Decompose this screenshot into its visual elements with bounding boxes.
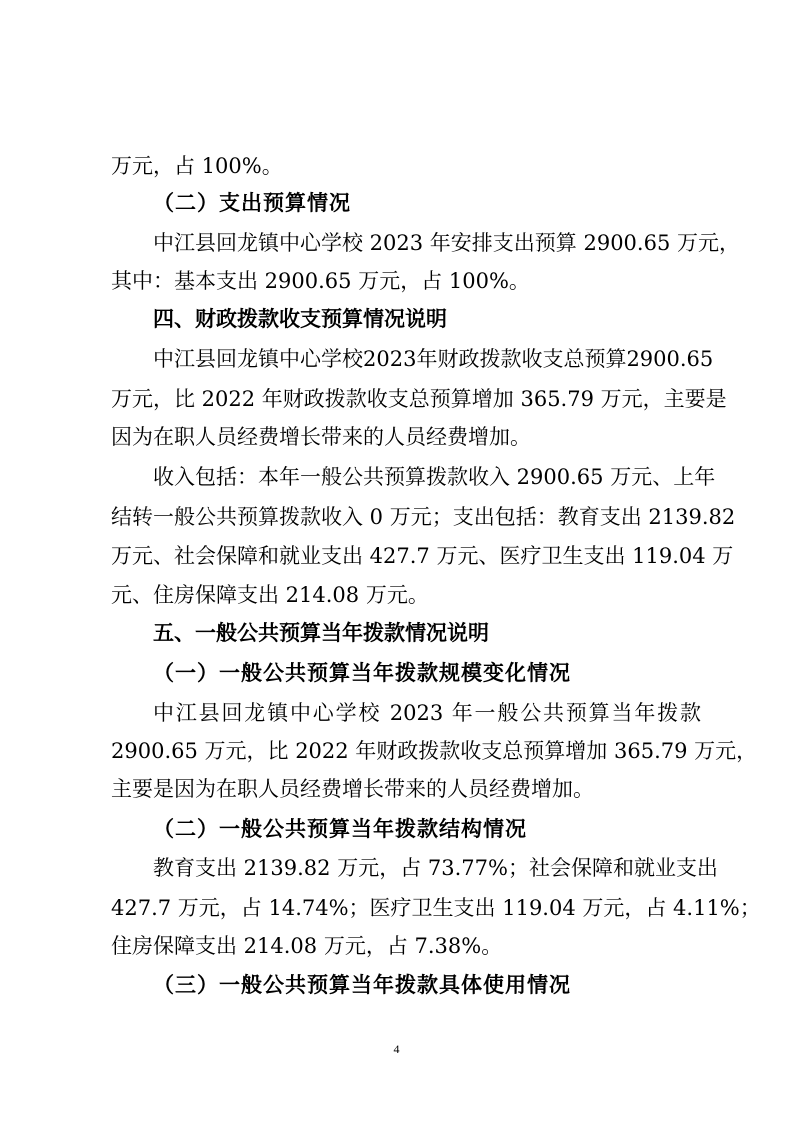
paragraph-line: 万元，占 100%。 (111, 154, 283, 178)
paragraph-line: 2900.65 万元，比 2022 年财政拨款收支总预算增加 365.79 万元， (111, 739, 758, 763)
paragraph-line: 427.7 万元，占 14.74%；医疗卫生支出 119.04 万元，占 4.11%； (111, 896, 761, 920)
paragraph-line: 住房保障支出 214.08 万元，占 7.38%。 (111, 934, 503, 958)
subsection-heading: （二）支出预算情况 (153, 190, 351, 215)
paragraph-line: 中江县回龙镇中心学校 2023 年一般公共预算当年拨款 (153, 701, 701, 725)
paragraph-line: 万元、社会保障和就业支出 427.7 万元、医疗卫生支出 119.04 万 (111, 544, 734, 568)
paragraph-line: 结转一般公共预算拨款收入 0 万元；支出包括：教育支出 2139.82 (111, 505, 736, 529)
paragraph-line: 元、住房保障支出 214.08 万元。 (111, 583, 429, 607)
section-heading: 五、一般公共预算当年拨款情况说明 (153, 620, 489, 645)
paragraph-line: 其中：基本支出 2900.65 万元，占 100%。 (111, 269, 530, 293)
subsection-heading: （三）一般公共预算当年拨款具体使用情况 (153, 972, 571, 997)
subsection-heading: （一）一般公共预算当年拨款规模变化情况 (153, 660, 571, 685)
paragraph-line: 教育支出 2139.82 万元，占 73.77%；社会保障和就业支出 (153, 856, 718, 880)
paragraph-line: 中江县回龙镇中心学校2023年财政拨款收支总预算2900.65 (153, 347, 714, 371)
paragraph-line: 万元，比 2022 年财政拨款收支总预算增加 365.79 万元，主要是 (111, 387, 727, 411)
subsection-heading: （二）一般公共预算当年拨款结构情况 (153, 816, 527, 841)
paragraph-line: 因为在职人员经费增长带来的人员经费增加。 (111, 425, 531, 449)
page-number: 4 (393, 1042, 400, 1056)
paragraph-line: 中江县回龙镇中心学校 2023 年安排支出预算 2900.65 万元， (153, 231, 740, 255)
paragraph-line: 收入包括：本年一般公共预算拨款收入 2900.65 万元、上年 (153, 465, 716, 489)
section-heading: 四、财政拨款收支预算情况说明 (153, 306, 447, 331)
paragraph-line: 主要是因为在职人员经费增长带来的人员经费增加。 (111, 777, 594, 801)
